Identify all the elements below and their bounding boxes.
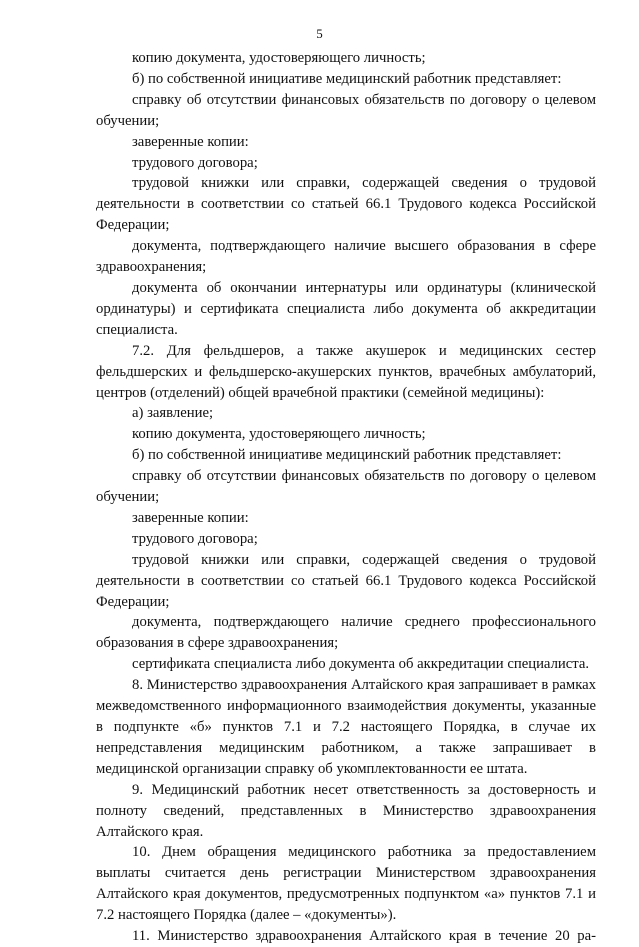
paragraph: документа об окончании интернатуры или ординатуры (клинической ординатуры) и сертификата специалиста либо документа об аккредитации специалиста.	[96, 279, 596, 338]
paragraph: справку об отсутствии финансовых обязательств по договору о целевом обучении;	[96, 468, 596, 506]
paragraph: справку об отсутствии финансовых обязательств по договору о целевом обучении;	[96, 91, 596, 129]
paragraph: б) по собственной инициативе медицинский работник представляет:	[132, 70, 562, 87]
paragraph: сертификата специалиста либо документа об аккредитации специалиста.	[132, 656, 590, 673]
paragraph: заверенные копии:	[132, 133, 249, 150]
paragraph: 8. Министерство здравоохранения Алтайского края запрашивает в рамках межведомственного информационного взаимодействия документы, указанные в подпункте «б» пунктов 7.1 и 7.2 настоящего Порядка, в случае их непредставления медицинским работником, а также запрашивает в медицинской организации справку об укомплектованности ее штата.	[96, 677, 596, 777]
paragraph: трудового договора;	[132, 154, 258, 171]
paragraph: заверенные копии:	[132, 509, 249, 526]
paragraph: трудовой книжки или справки, содержащей сведения о трудовой деятельности в соответствии со статьей 66.1 Трудового кодекса Российской Федерации;	[96, 175, 596, 234]
paragraph: трудовой книжки или справки, содержащей сведения о трудовой деятельности в соответствии со статьей 66.1 Трудового кодекса Российской Федерации;	[96, 551, 596, 610]
paragraph: 10. Днем обращения медицинского работника за предоставлением выплаты считается день регистрации Министерством здравоохранения Алтайского края документов, предусмотренных подпунктом «а» пунктов 7.1 и 7.2 настоящего Порядка (далее – «документы»).	[96, 844, 596, 924]
paragraph: документа, подтверждающего наличие среднего профессионального образования в сфере здравоохранения;	[96, 614, 596, 652]
page-number: 5	[316, 26, 323, 41]
paragraph: 9. Медицинский работник несет ответственность за достоверность и полноту сведений, представленных в Министерство здравоохранения Алтайского края.	[96, 781, 596, 840]
paragraph: документа, подтверждающего наличие высшего образования в сфере здравоохранения;	[96, 238, 596, 276]
paragraph: трудового договора;	[132, 530, 258, 547]
paragraph: копию документа, удостоверяющего личность;	[132, 50, 426, 66]
paragraph: б) по собственной инициативе медицинский работник представляет:	[132, 447, 562, 464]
paragraph: 7.2. Для фельдшеров, а также акушерок и медицинских сестер фельдшерских и фельдшерско-акушерских пунктов, врачебных амбулаторий, центров (отделений) общей врачебной практики (семейной медицины):	[96, 342, 596, 401]
document-body	[96, 48, 596, 947]
paragraph: копию документа, удостоверяющего личность;	[132, 426, 426, 443]
paragraph: 11. Министерство здравоохранения Алтайского края в течение 20 ра-	[132, 928, 596, 945]
paragraph: а) заявление;	[132, 405, 214, 422]
